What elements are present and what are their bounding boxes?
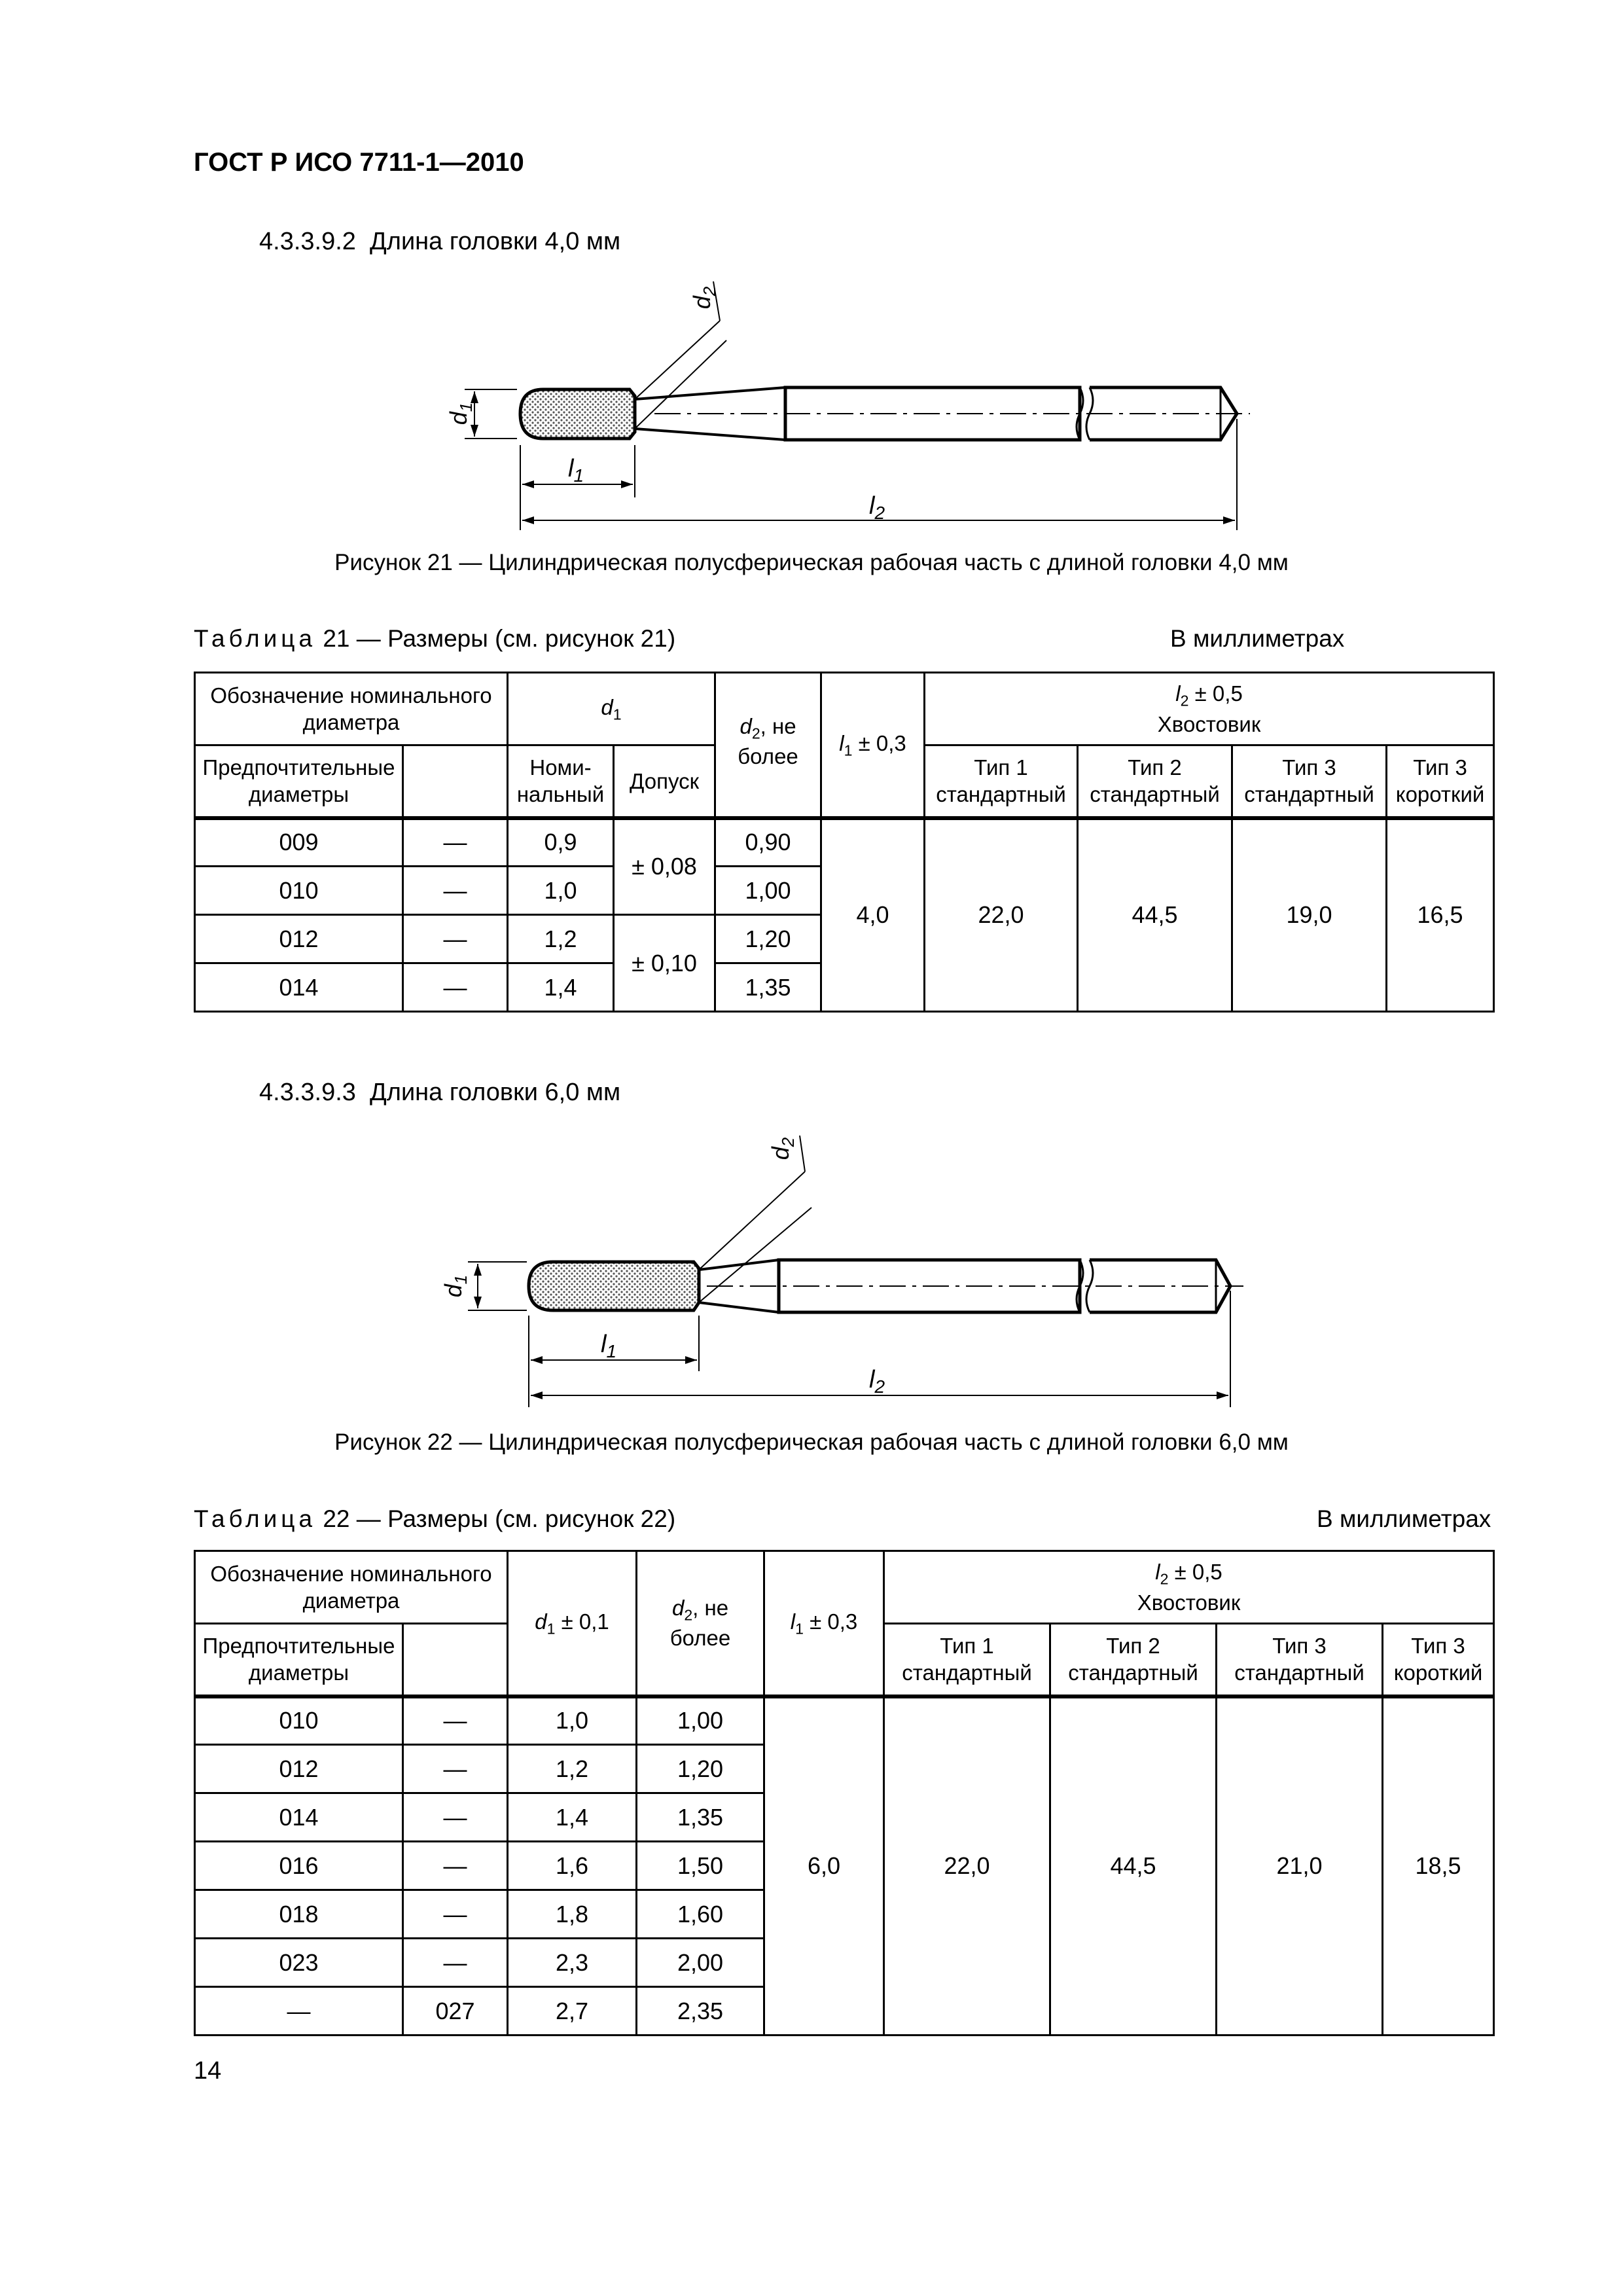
label-d2: $d_2$ (767, 1137, 798, 1160)
header-d1-tolerance: Допуск (614, 745, 715, 818)
table-row: 014 — 1,4 1,35 (195, 963, 1494, 1012)
header-type1: Тип 1 стандартный (884, 1624, 1050, 1696)
head-shape (520, 389, 635, 439)
label-l2: $l_2$ (868, 1366, 885, 1397)
section-heading-2 (259, 1079, 620, 1107)
header-l1: $l_1 \pm 0,3$ (821, 673, 925, 818)
header-l1: $l_1 \pm 0,3$ (764, 1551, 884, 1696)
l1-cell: 6,0 (764, 1696, 884, 2036)
header-d1-nominal: Номи-нальный (508, 745, 614, 818)
header-d1: $d_1$ (508, 673, 715, 745)
table-row: 009 — 0,9 ± 0,08 0,90 4,0 22,0 44,5 19,0 16,5 (195, 818, 1494, 867)
table-row: 012 — 1,2 ± 0,10 1,20 (195, 915, 1494, 963)
table-word: Таблица (194, 1505, 317, 1532)
table-row: 012 — 1,2 1,20 (195, 1745, 1494, 1793)
table-title-rest: 21 — Размеры (см. рисунок 21) (323, 625, 676, 652)
type3-short-cell: 18,5 (1383, 1696, 1494, 2036)
tolerance-cell: ± 0,08 (614, 818, 715, 915)
figure-21-caption: Рисунок 21 — Цилиндрическая полусферическая рабочая часть с длиной головки 4,0 мм (334, 550, 1289, 575)
head-shape (529, 1262, 699, 1310)
type2-cell: 44,5 (1078, 818, 1232, 1012)
table-title-rest: 22 — Размеры (см. рисунок 22) (323, 1505, 676, 1532)
header-d2: $d_2$, не более (637, 1551, 764, 1696)
type3-std-cell: 21,0 (1217, 1696, 1383, 2036)
type3-std-cell: 19,0 (1232, 818, 1387, 1012)
table-row: 018 — 1,8 1,60 (195, 1890, 1494, 1939)
header-type2: Тип 2 стандартный (1078, 745, 1232, 818)
table-22 (194, 1550, 1495, 2036)
label-l1: $l_1$ (600, 1331, 617, 1361)
label-d1: $d_1$ (445, 402, 476, 425)
figure-22-caption: Рисунок 22 — Цилиндрическая полусферическая рабочая часть с длиной головки 6,0 мм (334, 1429, 1289, 1455)
table-21 (194, 672, 1495, 1013)
page-number: 14 (194, 2057, 222, 2085)
header-l2: $l_2 \pm 0,5$ Хвостовик (925, 673, 1494, 745)
header-nominal: Обозначение номинального диаметра (195, 1551, 508, 1624)
table-22-title (194, 1505, 675, 1533)
table-row: 023 — 2,3 2,00 (195, 1939, 1494, 1987)
section-number: 4.3.3.9.3 (259, 1079, 356, 1106)
section-title: Длина головки 4,0 мм (370, 228, 621, 255)
table-row: 010 — 1,0 1,00 6,0 22,0 44,5 21,0 18,5 (195, 1696, 1494, 1745)
type1-cell: 22,0 (884, 1696, 1050, 2036)
table-21-unit: В миллиметрах (1170, 625, 1345, 652)
figure-21-drawing (0, 275, 1623, 537)
header-d1: $d_1 \pm 0,1$ (508, 1551, 637, 1696)
label-l1: $l_1$ (567, 455, 584, 486)
header-preferred: Предпочтительные диаметры (195, 1624, 403, 1696)
header-type1: Тип 1 стандартный (925, 745, 1078, 818)
label-d2: $d_2$ (688, 286, 719, 310)
type2-cell: 44,5 (1050, 1696, 1217, 2036)
header-type3-short: Тип 3 короткий (1383, 1624, 1494, 1696)
label-l2: $l_2$ (868, 492, 885, 523)
table-row: 014 — 1,4 1,35 (195, 1793, 1494, 1842)
table-word: Таблица (194, 625, 317, 652)
table-row: — 027 2,7 2,35 (195, 1987, 1494, 2036)
header-blank (403, 1624, 508, 1696)
type3-short-cell: 16,5 (1387, 818, 1494, 1012)
table-22-unit: В миллиметрах (1317, 1505, 1491, 1532)
header-l2: $l_2 \pm 0,5$ Хвостовик (884, 1551, 1494, 1624)
label-d1: $d_1$ (440, 1274, 471, 1298)
header-type3-std: Тип 3 стандартный (1217, 1624, 1383, 1696)
table-21-title (194, 625, 675, 653)
table-row: 010 — 1,0 1,00 (195, 867, 1494, 915)
header-type2: Тип 2 стандартный (1050, 1624, 1217, 1696)
type1-cell: 22,0 (925, 818, 1078, 1012)
figure-22-drawing (0, 1126, 1623, 1414)
header-type3-std: Тип 3 стандартный (1232, 745, 1387, 818)
header-preferred: Предпочтительные диаметры (195, 745, 403, 818)
section-title: Длина головки 6,0 мм (370, 1079, 621, 1106)
header-blank (403, 745, 508, 818)
section-heading-1 (259, 228, 620, 256)
document-header: ГОСТ Р ИСО 7711-1—2010 (194, 148, 524, 177)
table-row: 016 — 1,6 1,50 (195, 1842, 1494, 1890)
header-type3-short: Тип 3 короткий (1387, 745, 1494, 818)
l1-cell: 4,0 (821, 818, 925, 1012)
header-nominal: Обозначение номинального диаметра (195, 673, 508, 745)
tolerance-cell: ± 0,10 (614, 915, 715, 1012)
section-number: 4.3.3.9.2 (259, 228, 356, 255)
header-d2: $d_2$, не более (715, 673, 821, 818)
